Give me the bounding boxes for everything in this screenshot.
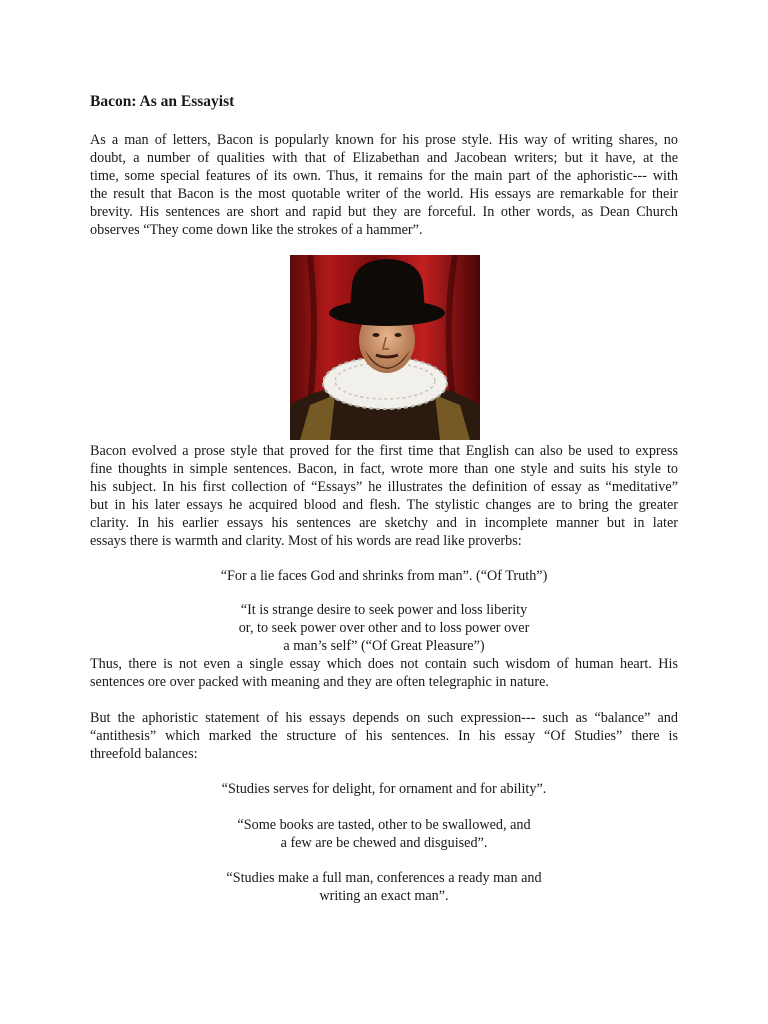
text-line: time, some special features of its own. Thus, it remains for the main part of the aphoristic--- with xyxy=(90,168,678,184)
quote-full-man xyxy=(90,869,678,905)
text-line: threefold balances: xyxy=(90,746,198,762)
quote-some-books xyxy=(90,816,678,852)
text-line: essays there is warmth and clarity. Most of his words are read like proverbs: xyxy=(90,533,522,549)
quote-of-truth xyxy=(90,567,678,585)
paragraph-prose-style xyxy=(90,442,678,550)
quote-line: “Studies serves for delight, for ornament and for ability”. xyxy=(221,781,547,797)
quote-line: or, to seek power over other and to loss power over xyxy=(238,620,530,636)
text-line: doubt, a number of qualities with that of Elizabethan and Jacobean writers; but it have, at the xyxy=(90,150,678,166)
text-line: clarity. In his earlier essays his sentences are sketchy and in incomplete manner but in later xyxy=(90,515,678,531)
text-line: the result that Bacon is the most quotable writer of the world. His essays are remarkable for their xyxy=(90,186,678,202)
text-line: As a man of letters, Bacon is popularly known for his prose style. His way of writing shares, no xyxy=(90,132,678,148)
paragraph-wisdom xyxy=(90,655,678,691)
paragraph-intro xyxy=(90,131,678,239)
quote-line: “It is strange desire to seek power and loss liberity xyxy=(240,602,528,618)
page-title: Bacon: As an Essayist xyxy=(90,93,235,110)
text-line: but in his later essays he acquired blood and flesh. The stylistic changes are to bring the greater xyxy=(90,497,678,513)
text-line: his subject. In his first collection of “Essays” he illustrates the definition of essay as “meditative” xyxy=(90,479,678,495)
quote-line: writing an exact man”. xyxy=(319,888,449,904)
text-line: fine thoughts in simple sentences. Bacon, in fact, wrote more than one style and suits his style to xyxy=(90,461,678,477)
paragraph-aphoristic xyxy=(90,709,678,763)
quote-studies-delight xyxy=(90,780,678,798)
text-line: brevity. His sentences are short and rapid but they are forceful. In other words, as Dean Church xyxy=(90,204,678,220)
quote-line: “Some books are tasted, other to be swallowed, and xyxy=(237,817,531,833)
text-line: sentences ore over packed with meaning and they are often telegraphic in nature. xyxy=(90,674,549,690)
text-line: observes “They come down like the strokes of a hammer”. xyxy=(90,222,423,238)
quote-line: “Studies make a full man, conferences a ready man and xyxy=(226,870,542,886)
quote-line: a few are be chewed and disguised”. xyxy=(280,835,488,851)
quote-line: a man’s self” (“Of Great Pleasure”) xyxy=(283,638,485,654)
bacon-portrait-image xyxy=(290,255,480,440)
quote-of-great-pleasure xyxy=(90,601,678,655)
text-line: “antithesis” which marked the structure of his sentences. In his essay “Of Studies” there is xyxy=(90,728,678,744)
text-line: Bacon evolved a prose style that proved for the first time that English can also be used to express xyxy=(90,443,678,459)
text-line: But the aphoristic statement of his essays depends on such expression--- such as “balance” and xyxy=(90,710,678,726)
quote-line: “For a lie faces God and shrinks from man”. (“Of Truth”) xyxy=(220,568,548,584)
text-line: Thus, there is not even a single essay which does not contain such wisdom of human heart. His xyxy=(90,656,678,672)
